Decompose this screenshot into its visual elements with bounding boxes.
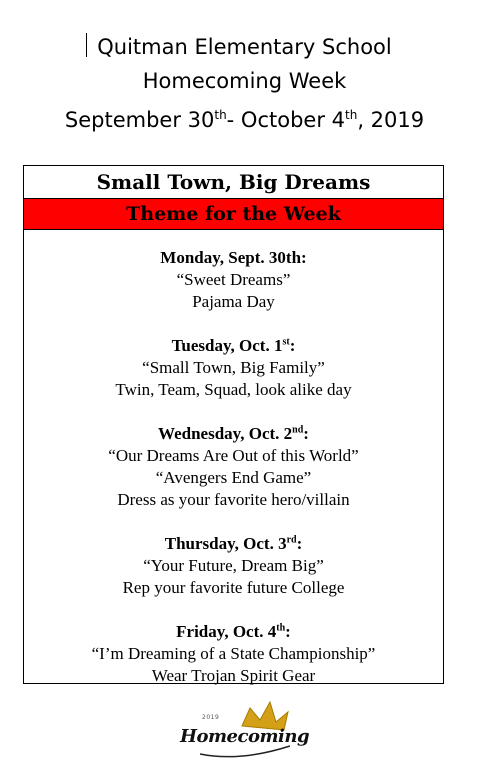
- day-title: [24, 247, 443, 269]
- day-friday: [24, 621, 443, 687]
- day-title-colon: :: [296, 534, 303, 553]
- date-start: September 30: [64, 108, 215, 132]
- schedule-table: [23, 165, 444, 684]
- day-title-text: Wednesday, Oct. 2: [158, 424, 293, 443]
- day-title: [24, 335, 443, 357]
- day-monday: [24, 247, 443, 313]
- date-range: [0, 98, 489, 137]
- day-activity: Twin, Team, Squad, look alike day: [115, 380, 352, 399]
- day-title: [24, 533, 443, 555]
- day-title-text: Monday, Sept. 30th:: [160, 248, 307, 267]
- day-title-suffix: rd: [286, 534, 297, 546]
- logo-small-text: 2019: [202, 714, 220, 721]
- day-theme: “Small Town, Big Family”: [142, 358, 325, 377]
- day-theme: “Your Future, Dream Big”: [143, 556, 324, 575]
- day-title-colon: :: [303, 424, 309, 443]
- day-activity: Wear Trojan Spirit Gear: [151, 666, 316, 685]
- day-title-suffix: st: [282, 336, 290, 348]
- day-activity: Pajama Day: [192, 292, 275, 311]
- date-end-suffix: th: [345, 108, 358, 122]
- day-activity: Rep your favorite future College: [122, 578, 345, 597]
- day-title-text: Thursday, Oct. 3: [164, 534, 287, 553]
- theme-banner: Theme for the Week: [24, 199, 443, 230]
- day-title-suffix: nd: [292, 424, 304, 436]
- day-activity: Dress as your favorite hero/villain: [117, 490, 350, 509]
- day-title-colon: :: [285, 622, 291, 641]
- day-title: [24, 423, 443, 445]
- document-header: [0, 30, 489, 137]
- day-theme: “Our Dreams Are Out of this World”: [108, 446, 359, 465]
- day-list: [24, 230, 443, 687]
- day-theme: “Sweet Dreams”: [176, 270, 291, 289]
- school-name: Quitman Elementary School: [97, 35, 392, 59]
- table-title: Small Town, Big Dreams: [24, 166, 443, 199]
- day-title: [24, 621, 443, 643]
- date-year: , 2019: [357, 108, 425, 132]
- date-end: - October 4: [226, 108, 346, 132]
- day-title-text: Tuesday, Oct. 1: [171, 336, 283, 355]
- day-theme-secondary: “Avengers End Game”: [155, 468, 312, 487]
- day-thursday: [24, 533, 443, 599]
- day-wednesday: [24, 423, 443, 511]
- event-name: Homecoming Week: [142, 69, 347, 93]
- day-title-colon: :: [289, 336, 296, 355]
- homecoming-logo: [180, 696, 310, 766]
- day-title-suffix: th: [276, 622, 286, 634]
- date-start-suffix: th: [214, 108, 227, 122]
- logo-text: Homecoming: [180, 726, 310, 747]
- day-tuesday: [24, 335, 443, 401]
- day-title-text: Friday, Oct. 4: [176, 622, 277, 641]
- day-theme: “I’m Dreaming of a State Championship”: [91, 644, 376, 663]
